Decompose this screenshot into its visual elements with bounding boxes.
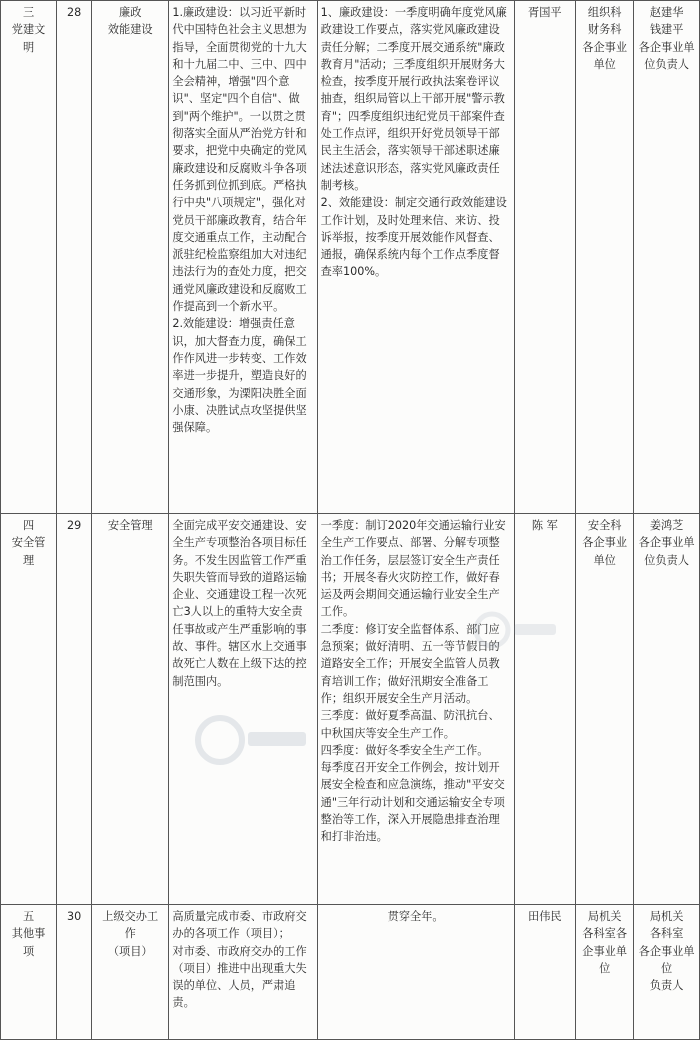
category-number: 四 [22,519,35,532]
item-label: 上级交办工 [102,910,159,923]
dept-line: 各企事业 [582,536,628,550]
dept-cell [576,1,634,514]
responsible-cell [634,1,700,514]
table-row [1,514,700,905]
goal-cell: 1.廉政建设：以习近平新时代中国特色社会主义思想为指导，全面贯彻党的十九大和十九届二中、三中、四中全会精神，增强"四个意识"、坚定"四个自信"、做到"两个维护"。一以贯之贯彻落实全面从严治党方针和要求，把党中央确定的党风廉政建设和反腐败斗争各项任务抓到位抓到底。严格执行中央"八项规定"，强化对党员干部廉政教育，结合年度交通重点工作，主动配合派驻纪检监察组加大对违纪违法行为的查处力度，把交通党风廉政建设和反腐败工作提高到一个新水平。 2.效能建设：增强责任意识，加大督查力度，确保工作作风进一步转变、工作效率进一步提升，塑造良好的交通形象，为溧阳决胜全面小康、决胜试点攻坚提供坚强保障。 [169,1,317,514]
responsible-line: 位 [661,961,673,975]
dept-line: 各企事业 [582,40,628,54]
item-cell [92,1,169,514]
responsible-line: 各企事业单 [638,40,695,54]
dept-line: 局机关 [587,910,622,923]
item-cell [92,905,169,1040]
responsible-cell [634,514,700,905]
table-row [1,905,700,1040]
responsible-line: 赵建华 [649,6,684,19]
leader-cell: 胥国平 [514,1,575,514]
leader-cell: 田伟民 [514,905,575,1040]
goal-cell: 全面完成平安交通建设、安全生产专项整治各项目标任务。不发生因监管工作严重失职失管而导致的道路运输企业、交通建设工程一次死亡3人以上的重特大安全责任事故或产生严重影响的事故、事件。辖区水上交通事故死亡人数在上级下达的控制范围内。 [169,514,317,905]
category-cell [1,905,57,1040]
responsible-line: 各科室 [649,927,684,941]
dept-line: 单位 [593,57,616,71]
item-label: 安全管理 [107,519,153,532]
index-cell: 29 [57,514,92,905]
category-label: 明 [22,40,35,54]
measures-cell: 贯穿全年。 [317,905,514,1040]
dept-line: 企事业单 [582,944,628,958]
responsible-line: 姜鸿芝 [649,519,684,532]
dept-line: 组织科 [587,6,622,19]
goal-cell: 高质量完成市委、市政府交办的各项工作（项目）； 对市委、市政府交办的工作（项目）推进中出现重大失误的单位、人员，严肃追责。 [169,905,317,1040]
item-label: （项目） [107,944,153,958]
measures-cell: 一季度：制订2020年交通运输行业安全生产工作要点、部署、分解专项整治工作任务，层层签订安全生产责任书；开展冬春火灾防控工作，做好春运及两会期间交通运输行业安全生产工作。 二季度：修订安全监督体系、部门应急预案；做好清明、五一等节假日的道路安全工作；开展安全监管人员教育培训工作；做好汛期安全准备工作；组织开展安全生产月活动。 三季度：做好夏季高温、防汛抗台、中秋国庆等安全生产工作。 四季度：做好冬季安全生产工作。 每季度召开安全工作例会，按计划开展安全检查和应急演练，推动"平安交通"三年行动计划和交通运输安全专项整治等工作，深入开展隐患排查治理和打非治违。 [317,514,514,905]
dept-cell [576,514,634,905]
dept-line: 财务科 [587,23,622,37]
responsible-line: 负责人 [649,979,684,993]
category-number: 三 [22,6,35,19]
dept-line: 安全科 [587,519,622,532]
dept-cell [576,905,634,1040]
index-cell: 28 [57,1,92,514]
category-cell [1,514,57,905]
dept-line: 各科室各 [582,927,628,941]
responsible-line: 位负责人 [644,553,690,567]
category-cell [1,1,57,514]
responsible-line: 各企事业单 [638,944,695,958]
responsible-line: 钱建平 [649,23,684,37]
category-label: 理 [22,553,35,567]
category-label: 党建文 [11,23,46,37]
responsible-line: 局机关 [649,910,684,923]
category-number: 五 [22,910,35,923]
responsible-line: 各企事业单 [638,536,695,550]
dept-line: 单位 [593,553,616,567]
leader-cell: 陈 军 [514,514,575,905]
item-label: 廉政 [119,6,142,19]
item-cell [92,514,169,905]
category-label: 项 [22,944,35,958]
item-label: 效能建设 [107,23,153,37]
item-label: 作 [124,927,136,941]
measures-cell: 1、廉政建设：一季度明确年度党风廉政建设工作要点，落实党风廉政建设责任分解；二季度开展交通系统"廉政教育月"活动；三季度组织开展财务大检查，按季度开展行政执法案卷评议抽查，组织局管以上干部开展"警示教育"；四季度组织违纪党员干部案件查处工作点评，组织开好党员领导干部民主生活会，落实领导干部述职述廉述法述意识形态，落实党风廉政责任制考核。 2、效能建设：制定交通行政效能建设工作计划，及时处理来信、来访、投诉举报，按季度开展效能作风督查、通报，确保系统内每个工作点季度督查率100%。 [317,1,514,514]
dept-line: 位 [599,961,611,975]
responsible-line: 位负责人 [644,57,690,71]
responsible-cell [634,905,700,1040]
category-label: 安全管 [11,536,46,550]
index-cell: 30 [57,905,92,1040]
table-row [1,1,700,514]
category-label: 其他事 [11,927,46,941]
